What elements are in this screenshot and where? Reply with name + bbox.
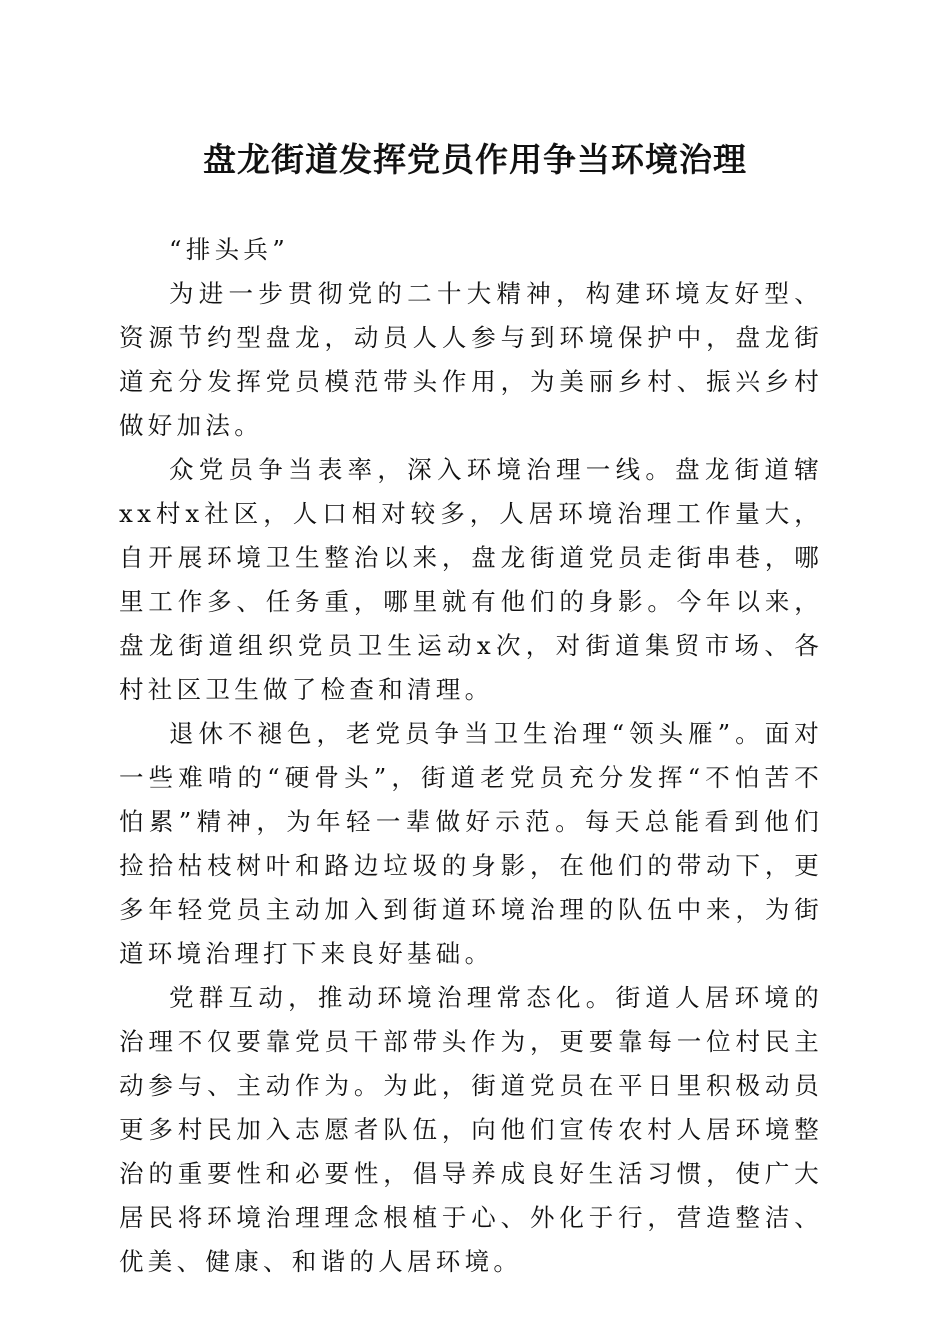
paragraph-4: 党群互动，推动环境治理常态化。街道人居环境的治理不仅要靠党员干部带头作为，更要靠每一位村民主动参与、主动作为。为此，街道党员在平日里积极动员更多村民加入志愿者队伍，向他们宣传农村人居环境整治的重要性和必要性，倡导养成良好生活习惯，使广大居民将环境治理理念根植于心、外化于行，营造整洁、优美、健康、和谐的人居环境。 — [119, 983, 823, 1276]
paragraph-1: 为进一步贯彻党的二十大精神，构建环境友好型、资源节约型盘龙，动员人人参与到环境保护中，盘龙街道充分发挥党员模范带头作用，为美丽乡村、振兴乡村做好加法。 — [119, 279, 823, 440]
document-title: 盘龙街道发挥党员作用争当环境治理 — [203, 140, 747, 179]
title-continuation: “排头兵” — [169, 235, 290, 264]
paragraph-2: 众党员争当表率，深入环境治理一线。盘龙街道辖xx村x社区，人口相对较多，人居环境治理工作量大，自开展环境卫生整治以来，盘龙街道党员走街串巷，哪里工作多、任务重，哪里就有他们的身影。今年以来，盘龙街道组织党员卫生运动x次，对街道集贸市场、各村社区卫生做了检查和清理。 — [119, 455, 823, 704]
document-body — [119, 228, 823, 1284]
paragraph-3: 退休不褪色，老党员争当卫生治理“领头雁”。面对一些难啃的“硬骨头”，街道老党员充分发挥“不怕苦不怕累”精神，为年轻一辈做好示范。每天总能看到他们捡拾枯枝树叶和路边垃圾的身影，在他们的带动下，更多年轻党员主动加入到街道环境治理的队伍中来，为街道环境治理打下来良好基础。 — [119, 719, 823, 968]
